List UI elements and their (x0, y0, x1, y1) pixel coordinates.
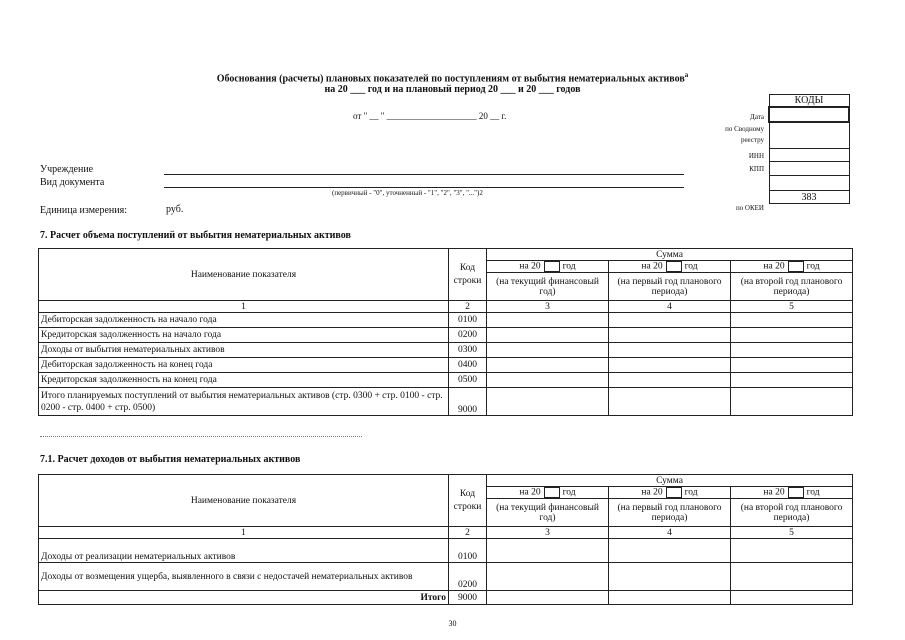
value-cell[interactable] (487, 591, 609, 605)
value-cell[interactable] (487, 539, 609, 563)
row-name: Дебиторская задолженность на начало года (39, 313, 449, 328)
row-code: 9000 (449, 388, 487, 416)
value-cell[interactable] (731, 343, 853, 358)
value-cell[interactable] (487, 343, 609, 358)
title-line-1: Обоснования (расчеты) плановых показателей по поступлениям от выбытия нематериальных активов (216, 73, 685, 85)
section-7-table (38, 248, 853, 416)
label-okei: по ОКЕИ (735, 204, 764, 212)
total-label: Итого (39, 591, 449, 605)
value-cell[interactable] (487, 373, 609, 388)
footnote-line (40, 436, 362, 439)
year-input-3[interactable] (544, 487, 560, 498)
codes-table (768, 94, 850, 204)
year-cell-5 (731, 487, 853, 499)
year-on-label: на 20 (641, 487, 663, 498)
row-code: 0500 (449, 373, 487, 388)
doc-type-note: (первичный - "0", уточненный - "1", "2", "3", "...")2 (332, 189, 483, 197)
value-cell[interactable] (609, 539, 731, 563)
code-inn-cell[interactable] (769, 148, 849, 162)
col-num-5: 5 (731, 301, 853, 313)
col-num-5: 5 (731, 527, 853, 539)
header-name: Наименование показателя (39, 475, 449, 527)
year-god-label: год (562, 261, 576, 272)
code-registry-cell[interactable] (769, 122, 849, 149)
row-code: 0400 (449, 358, 487, 373)
institution-line[interactable] (164, 174, 684, 175)
col-4-subtitle: (на первый год планового периода) (609, 273, 731, 301)
col-num-2: 2 (449, 301, 487, 313)
table-row (39, 313, 853, 328)
row-name: Кредиторская задолженность на конец года (39, 373, 449, 388)
year-input-4[interactable] (666, 487, 682, 498)
col-num-3: 3 (487, 301, 609, 313)
row-code: 0300 (449, 343, 487, 358)
year-cell-3 (487, 487, 609, 499)
row-name: Доходы от возмещения ущерба, выявленного в связи с недостачей нематериальных активов (39, 563, 449, 591)
doc-type-line[interactable] (164, 187, 684, 188)
value-cell[interactable] (731, 591, 853, 605)
value-cell[interactable] (731, 358, 853, 373)
col-4-subtitle: (на первый год планового периода) (609, 499, 731, 527)
row-code: 0100 (449, 313, 487, 328)
row-name: Итого планируемых поступлений от выбытия нематериальных активов (стр. 0300 + стр. 0100 - стр. 0200 - стр. 0400 + стр. 0500) (39, 388, 449, 416)
table-row (39, 373, 853, 388)
institution-label: Учреждение (40, 164, 94, 175)
header-name: Наименование показателя (39, 249, 449, 301)
header-code: Код строки (449, 249, 487, 301)
year-cell-5 (731, 261, 853, 273)
table-row (39, 343, 853, 358)
label-registry-1: по Сводному (725, 125, 764, 133)
code-kpp-cell[interactable] (769, 162, 849, 176)
section-7-title: 7. Расчет объема поступлений от выбытия нематериальных активов (40, 230, 351, 241)
value-cell[interactable] (731, 373, 853, 388)
code-okei-cell: 383 (769, 190, 849, 204)
year-god-label: год (684, 487, 698, 498)
year-input-5[interactable] (788, 487, 804, 498)
value-cell[interactable] (609, 373, 731, 388)
section-71-title: 7.1. Расчет доходов от выбытия нематериальных активов (40, 454, 301, 465)
year-cell-3 (487, 261, 609, 273)
page-number: 30 (448, 619, 457, 628)
value-cell[interactable] (487, 358, 609, 373)
year-on-label: на 20 (763, 261, 785, 272)
table-row (39, 563, 853, 591)
table-row (39, 539, 853, 563)
table-row (39, 358, 853, 373)
year-input-3[interactable] (544, 261, 560, 272)
doc-type-label: Вид документа (40, 177, 105, 188)
year-god-label: год (562, 487, 576, 498)
total-code: 9000 (449, 591, 487, 605)
row-name: Дебиторская задолженность на конец года (39, 358, 449, 373)
value-cell[interactable] (731, 539, 853, 563)
value-cell[interactable] (609, 313, 731, 328)
table-row-total (39, 591, 853, 605)
year-on-label: на 20 (763, 487, 785, 498)
row-name: Доходы от реализации нематериальных активов (39, 539, 449, 563)
row-name: Кредиторская задолженность на начало года (39, 328, 449, 343)
year-input-4[interactable] (666, 261, 682, 272)
col-3-subtitle: (на текущий финансовый год) (487, 273, 609, 301)
year-cell-4 (609, 487, 731, 499)
table-row-total (39, 388, 853, 416)
col-num-1: 1 (39, 301, 449, 313)
row-code: 0200 (449, 563, 487, 591)
header-sum: Сумма (487, 249, 853, 261)
value-cell[interactable] (487, 313, 609, 328)
row-name: Доходы от выбытия нематериальных активов (39, 343, 449, 358)
page-subtitle: на 20 ___ год и на плановый период 20 ___ и 20 ___ годов (324, 84, 581, 95)
value-cell[interactable] (609, 388, 731, 416)
code-blank-cell[interactable] (769, 175, 849, 190)
label-date: Дата (750, 113, 764, 121)
year-god-label: год (684, 261, 698, 272)
header-code: Код строки (449, 475, 487, 527)
date-line: от " __ " ____________________ 20 __ г. (353, 111, 507, 121)
value-cell[interactable] (731, 328, 853, 343)
col-num-3: 3 (487, 527, 609, 539)
col-5-subtitle: (на второй год планового периода) (731, 499, 853, 527)
label-registry-2: реестру (740, 136, 764, 144)
year-on-label: на 20 (641, 261, 663, 272)
col-num-4: 4 (609, 527, 731, 539)
year-on-label: на 20 (519, 261, 541, 272)
value-cell[interactable] (487, 328, 609, 343)
year-on-label: на 20 (519, 487, 541, 498)
value-cell[interactable] (487, 563, 609, 591)
col-num-1: 1 (39, 527, 449, 539)
row-code: 0100 (449, 539, 487, 563)
col-num-4: 4 (609, 301, 731, 313)
value-cell[interactable] (487, 388, 609, 416)
table-row (39, 328, 853, 343)
label-inn: ИНН (748, 152, 764, 160)
col-3-subtitle: (на текущий финансовый год) (487, 499, 609, 527)
value-cell[interactable] (731, 388, 853, 416)
col-5-subtitle: (на второй год планового периода) (731, 273, 853, 301)
year-cell-4 (609, 261, 731, 273)
year-god-label: год (806, 487, 820, 498)
section-71-table (38, 474, 853, 605)
col-num-2: 2 (449, 527, 487, 539)
value-cell[interactable] (731, 563, 853, 591)
value-cell[interactable] (609, 343, 731, 358)
title-superscript: а (684, 71, 689, 79)
value-cell[interactable] (609, 591, 731, 605)
unit-value: руб. (166, 204, 184, 215)
code-date-cell[interactable] (769, 107, 849, 122)
codes-header: КОДЫ (769, 95, 849, 108)
row-code: 0200 (449, 328, 487, 343)
year-input-5[interactable] (788, 261, 804, 272)
label-kpp: КПП (749, 165, 764, 173)
value-cell[interactable] (609, 358, 731, 373)
year-god-label: год (806, 261, 820, 272)
value-cell[interactable] (731, 313, 853, 328)
value-cell[interactable] (609, 563, 731, 591)
unit-label: Единица измерения: (40, 205, 127, 216)
header-sum: Сумма (487, 475, 853, 487)
value-cell[interactable] (609, 328, 731, 343)
